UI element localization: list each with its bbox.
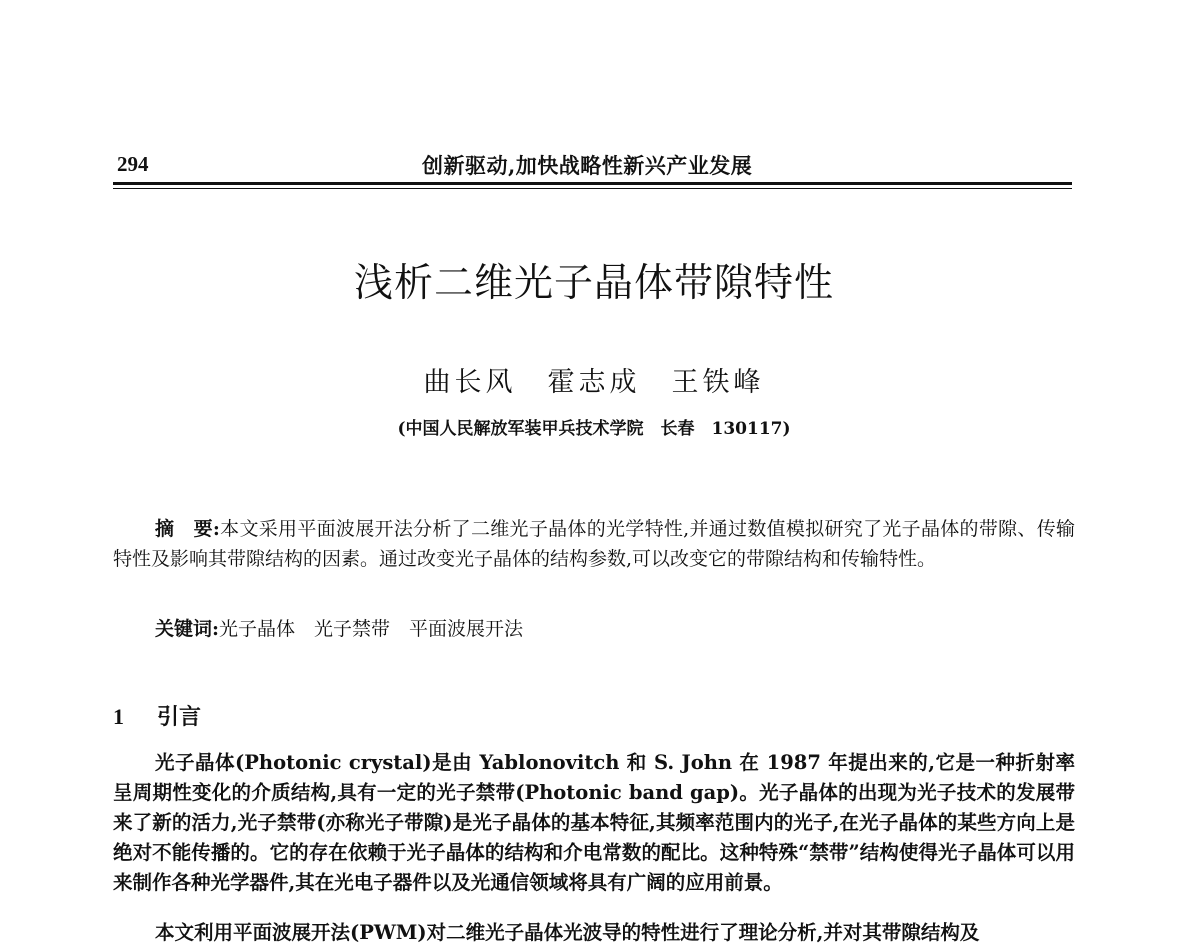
intro-paragraph: 光子晶体(Photonic crystal)是由 Yablonovitch 和 S. John 在 1987 年提出来的,它是一种折射率呈周期性变化的介质结构,具有一定的光子禁带(Photonic band gap)。光子晶体的出现为光子技术的发展带来了新的活力,光子禁带(亦称光子带隙)是光子晶体的基本特征,其频率范围内的光子,在光子晶体的某些方向上是绝对不能传播的。它的存在依赖于光子晶体的结构和介电常数的配比。这种特殊“禁带”结构使得光子晶体可以用来制作各种光学器件,其在光电子器件以及光通信领域将具有广阔的应用前景。: [113, 751, 1075, 894]
section-number: 1: [113, 704, 124, 729]
header-rule-thick: [113, 182, 1072, 185]
intro-paragraph-2: 本文利用平面波展开法(PWM)对二维光子晶体光波导的特性进行了理论分析,并对其带隙结构及: [155, 921, 980, 944]
running-head: 创新驱动,加快战略性新兴产业发展: [422, 153, 753, 178]
keywords-text: 光子晶体 光子禁带 平面波展开法: [219, 618, 524, 640]
abstract-label: 摘 要:: [155, 518, 220, 540]
article-affiliation: (中国人民解放军装甲兵技术学院 长春 130117): [397, 419, 791, 439]
keywords: [155, 614, 1075, 644]
abstract-text: 本文采用平面波展开法分析了二维光子晶体的光学特性,并通过数值模拟研究了光子晶体的带隙、传输特性及影响其带隙结构的因素。通过改变光子晶体的结构参数,可以改变它的带隙结构和传输特性。: [113, 518, 1075, 570]
article-authors: 曲长风 霍志成 王铁峰: [423, 367, 765, 398]
section-heading: [113, 700, 201, 731]
header-rule-thin: [113, 188, 1072, 189]
page-number: 294: [117, 152, 149, 176]
section-title: 引言: [157, 704, 202, 730]
abstract: [113, 514, 1075, 574]
article-title: 浅析二维光子晶体带隙特性: [353, 261, 834, 306]
keywords-label: 关键词:: [155, 618, 220, 640]
